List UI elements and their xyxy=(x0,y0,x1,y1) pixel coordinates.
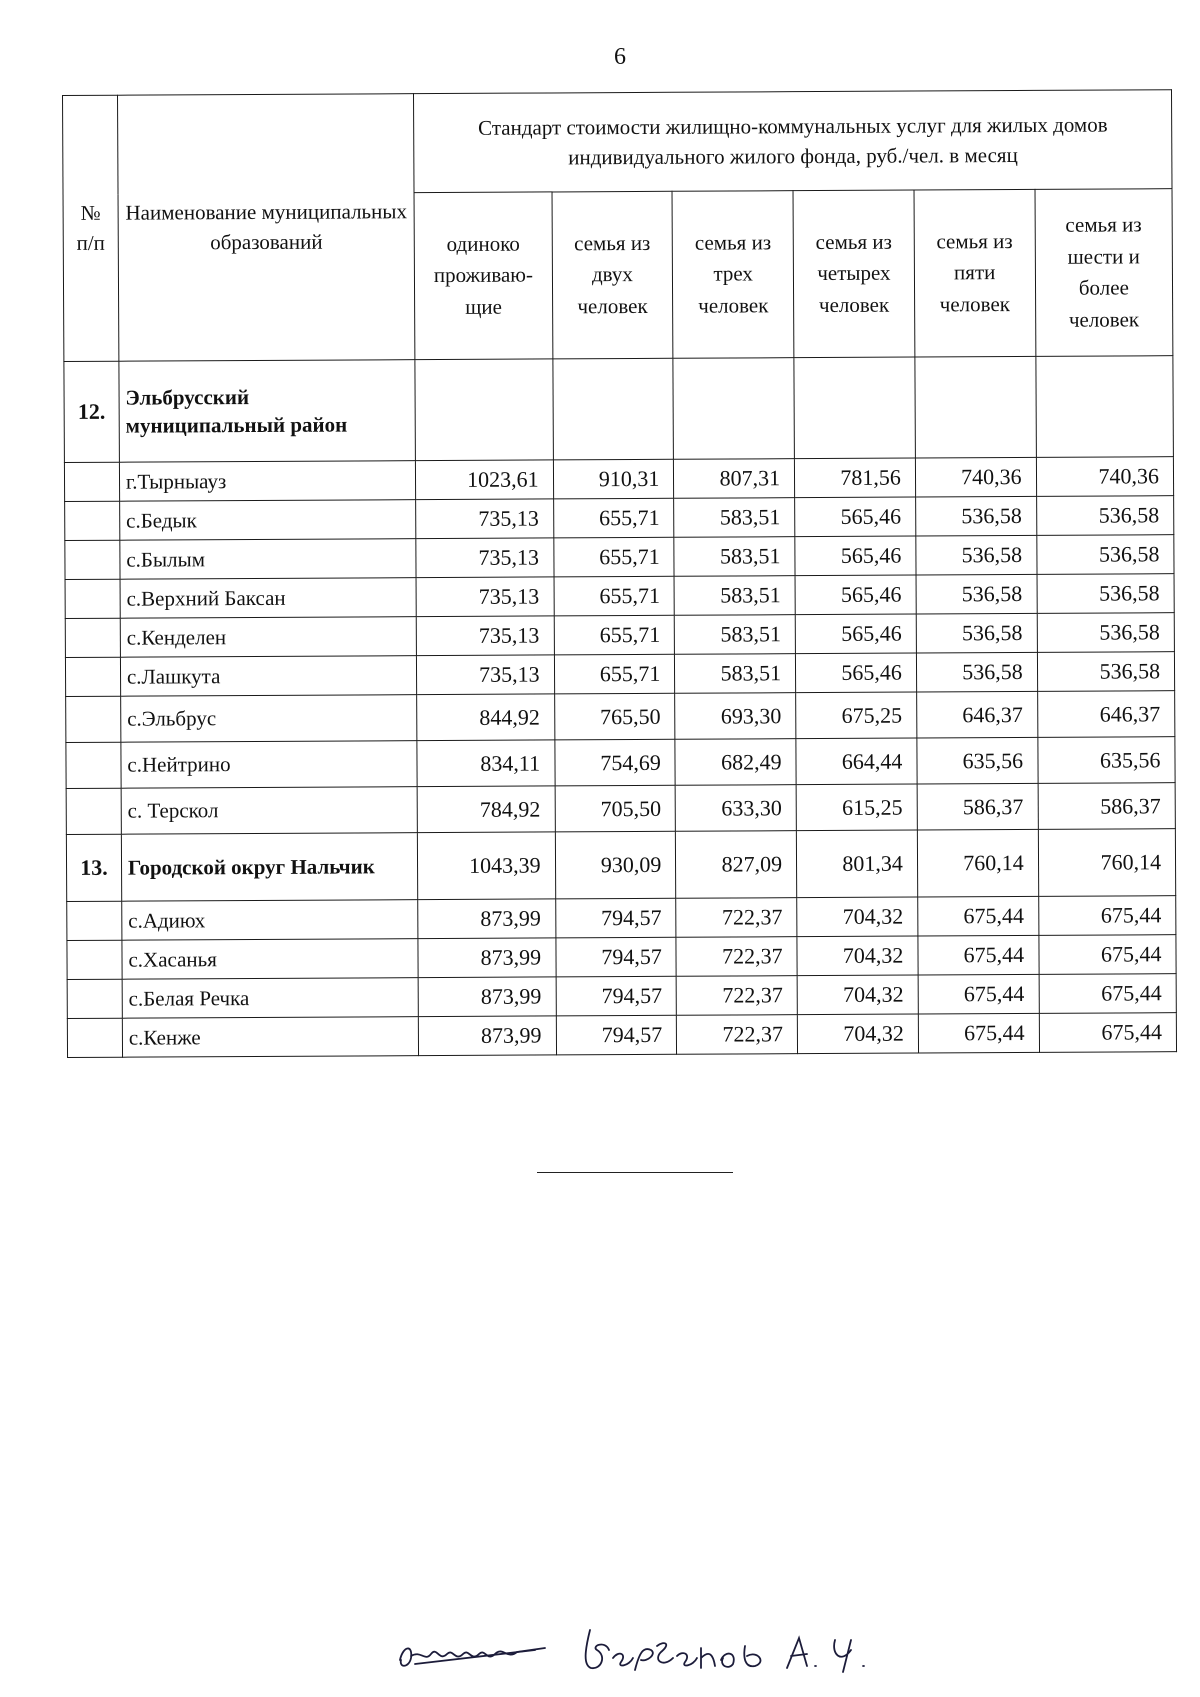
value-two: 910,31 xyxy=(553,459,674,499)
value-single: 873,99 xyxy=(419,1016,556,1056)
header-standard: Стандарт стоимости жилищно-коммунальных услуг для жилых домов индивидуального жилого фонда, руб./чел. в месяц xyxy=(414,90,1172,193)
value-three: 583,51 xyxy=(674,537,795,577)
table-row xyxy=(66,783,1175,835)
value-five: 536,58 xyxy=(916,574,1037,614)
value-five: 635,56 xyxy=(917,737,1038,784)
row-number xyxy=(67,979,122,1018)
header-col-single: одиноко проживаю-щие xyxy=(414,192,552,360)
value-three: 583,51 xyxy=(675,654,796,694)
value-single: 873,99 xyxy=(418,938,555,978)
settlement-name: с.Нейтрино xyxy=(121,741,418,789)
value-three: 722,37 xyxy=(676,937,797,977)
value-two: 655,71 xyxy=(554,654,675,694)
value-single: 873,99 xyxy=(418,977,555,1017)
group-name: Эльбрусский муниципальный район xyxy=(119,360,416,463)
value-two: 655,71 xyxy=(554,615,675,655)
table-header xyxy=(63,90,1173,362)
value-four: 664,44 xyxy=(796,738,917,785)
row-number xyxy=(67,901,122,940)
value-single: 784,92 xyxy=(417,786,554,833)
value-single: 873,99 xyxy=(418,899,555,939)
value-six-plus: 536,58 xyxy=(1036,535,1174,575)
settlement-name: с.Эльбрус xyxy=(121,695,418,743)
value-two: 794,57 xyxy=(555,898,676,938)
value-five xyxy=(915,356,1036,458)
value-four: 781,56 xyxy=(795,458,916,498)
value-three: 682,49 xyxy=(675,739,796,786)
value-four: 565,46 xyxy=(795,575,916,615)
value-five: 646,37 xyxy=(916,691,1037,738)
settlement-name: с.Кенже xyxy=(122,1017,419,1058)
value-single: 834,11 xyxy=(417,740,554,787)
value-five: 536,58 xyxy=(915,496,1036,536)
value-four: 704,32 xyxy=(797,975,918,1015)
value-five: 536,58 xyxy=(916,652,1037,692)
value-six-plus xyxy=(1036,356,1174,458)
value-six-plus: 646,37 xyxy=(1037,691,1175,738)
value-three: 807,31 xyxy=(674,459,795,499)
value-two: 794,57 xyxy=(555,937,676,977)
table-row xyxy=(64,457,1173,502)
value-three: 583,51 xyxy=(674,498,795,538)
page-number: 6 xyxy=(614,44,626,70)
group-row xyxy=(66,829,1175,902)
value-six-plus: 536,58 xyxy=(1037,652,1175,692)
value-five: 536,58 xyxy=(916,613,1037,653)
settlement-name: с.Верхний Баксан xyxy=(120,578,417,619)
settlement-name: с.Лашкута xyxy=(120,656,417,697)
header-col-six-plus: семья из шести и более человек xyxy=(1035,189,1173,357)
settlement-name: с.Кенделен xyxy=(120,617,417,658)
value-three: 722,37 xyxy=(676,976,797,1016)
value-two: 765,50 xyxy=(554,693,675,740)
row-number xyxy=(66,788,121,834)
group-number: 13. xyxy=(66,834,121,901)
value-two xyxy=(552,358,673,460)
value-six-plus: 760,14 xyxy=(1038,829,1176,897)
value-six-plus: 675,44 xyxy=(1039,935,1177,975)
value-five: 536,58 xyxy=(916,535,1037,575)
value-four: 801,34 xyxy=(796,830,917,898)
signature xyxy=(395,1610,875,1680)
value-four: 565,46 xyxy=(795,497,916,537)
value-five: 675,44 xyxy=(918,935,1039,975)
settlement-name: с.Бедык xyxy=(120,500,417,541)
settlement-name: с.Адиюх xyxy=(122,900,419,941)
group-number: 12. xyxy=(64,361,119,462)
value-four xyxy=(794,357,915,459)
table-row xyxy=(65,535,1174,580)
value-six-plus: 536,58 xyxy=(1037,574,1175,614)
value-three: 633,30 xyxy=(675,785,796,832)
value-two: 655,71 xyxy=(553,498,674,538)
value-two: 794,57 xyxy=(556,1015,677,1055)
value-four: 704,32 xyxy=(797,897,918,937)
value-three: 722,37 xyxy=(676,898,797,938)
table-row xyxy=(67,935,1176,980)
row-number xyxy=(67,940,122,979)
value-four: 615,25 xyxy=(796,784,917,831)
value-six-plus: 740,36 xyxy=(1036,457,1174,497)
value-three: 583,51 xyxy=(674,576,795,616)
value-five: 586,37 xyxy=(917,783,1038,830)
value-single: 735,13 xyxy=(416,499,553,539)
value-three: 583,51 xyxy=(675,615,796,655)
table-row xyxy=(66,691,1175,743)
row-number xyxy=(66,742,121,788)
value-two: 930,09 xyxy=(555,831,676,899)
value-five: 675,44 xyxy=(918,896,1039,936)
table-row xyxy=(67,1013,1176,1058)
value-two: 794,57 xyxy=(556,976,677,1016)
row-number xyxy=(65,579,120,618)
value-single: 735,13 xyxy=(417,655,554,695)
table-row xyxy=(66,737,1175,789)
end-divider xyxy=(537,1172,733,1173)
value-single: 735,13 xyxy=(416,538,553,578)
row-number xyxy=(66,696,121,742)
table-row xyxy=(65,574,1174,619)
value-three: 827,09 xyxy=(676,831,797,899)
row-number xyxy=(67,1018,122,1057)
header-col-three: семья из трех человек xyxy=(672,191,794,359)
table-row xyxy=(65,613,1174,658)
value-four: 704,32 xyxy=(797,1014,918,1054)
row-number xyxy=(65,618,120,657)
value-six-plus: 675,44 xyxy=(1039,1013,1177,1053)
table-row xyxy=(65,496,1174,541)
value-six-plus: 675,44 xyxy=(1038,896,1176,936)
header-name: Наименование муниципальных образований xyxy=(117,94,415,362)
tariff-table xyxy=(62,89,1177,1058)
settlement-name: с. Терскол xyxy=(121,787,418,835)
value-single: 735,13 xyxy=(416,577,553,617)
header-col-five: семья из пяти человек xyxy=(914,189,1036,357)
value-four: 704,32 xyxy=(797,936,918,976)
value-three: 693,30 xyxy=(675,693,796,740)
value-six-plus: 586,37 xyxy=(1038,783,1176,830)
settlement-name: с.Былым xyxy=(120,539,417,580)
value-two: 655,71 xyxy=(553,537,674,577)
group-row xyxy=(64,356,1174,463)
value-five: 740,36 xyxy=(915,457,1036,497)
row-number xyxy=(65,657,120,696)
value-single: 1023,61 xyxy=(416,460,553,500)
value-three xyxy=(673,358,794,460)
value-three: 722,37 xyxy=(677,1015,798,1055)
value-single xyxy=(415,359,553,461)
settlement-name: г.Тырныауз xyxy=(119,461,416,502)
header-col-four: семья из четырех человек xyxy=(793,190,915,358)
value-four: 565,46 xyxy=(795,536,916,576)
row-number xyxy=(65,501,120,540)
header-num: № п/п xyxy=(63,95,119,361)
settlement-name: с.Хасанья xyxy=(122,939,419,980)
value-five: 675,44 xyxy=(918,974,1039,1014)
row-number xyxy=(64,462,119,501)
value-four: 565,46 xyxy=(795,614,916,654)
value-four: 675,25 xyxy=(796,692,917,739)
table-row xyxy=(65,652,1174,697)
value-two: 754,69 xyxy=(554,739,675,786)
value-six-plus: 536,58 xyxy=(1036,496,1174,536)
value-six-plus: 536,58 xyxy=(1037,613,1175,653)
group-name: Городской округ Нальчик xyxy=(121,833,418,902)
row-number xyxy=(65,540,120,579)
value-single: 735,13 xyxy=(417,616,554,656)
value-four: 565,46 xyxy=(796,653,917,693)
value-five: 675,44 xyxy=(918,1013,1039,1053)
value-two: 655,71 xyxy=(554,576,675,616)
table-row xyxy=(67,974,1176,1019)
value-single: 1043,39 xyxy=(418,832,556,900)
settlement-name: с.Белая Речка xyxy=(122,978,419,1019)
value-two: 705,50 xyxy=(555,785,676,832)
value-six-plus: 675,44 xyxy=(1039,974,1177,1014)
header-col-two: семья из двух человек xyxy=(552,191,674,359)
table-row xyxy=(67,896,1176,941)
table-body xyxy=(64,356,1177,1058)
value-six-plus: 635,56 xyxy=(1038,737,1176,784)
value-five: 760,14 xyxy=(917,829,1038,897)
value-single: 844,92 xyxy=(417,694,554,741)
